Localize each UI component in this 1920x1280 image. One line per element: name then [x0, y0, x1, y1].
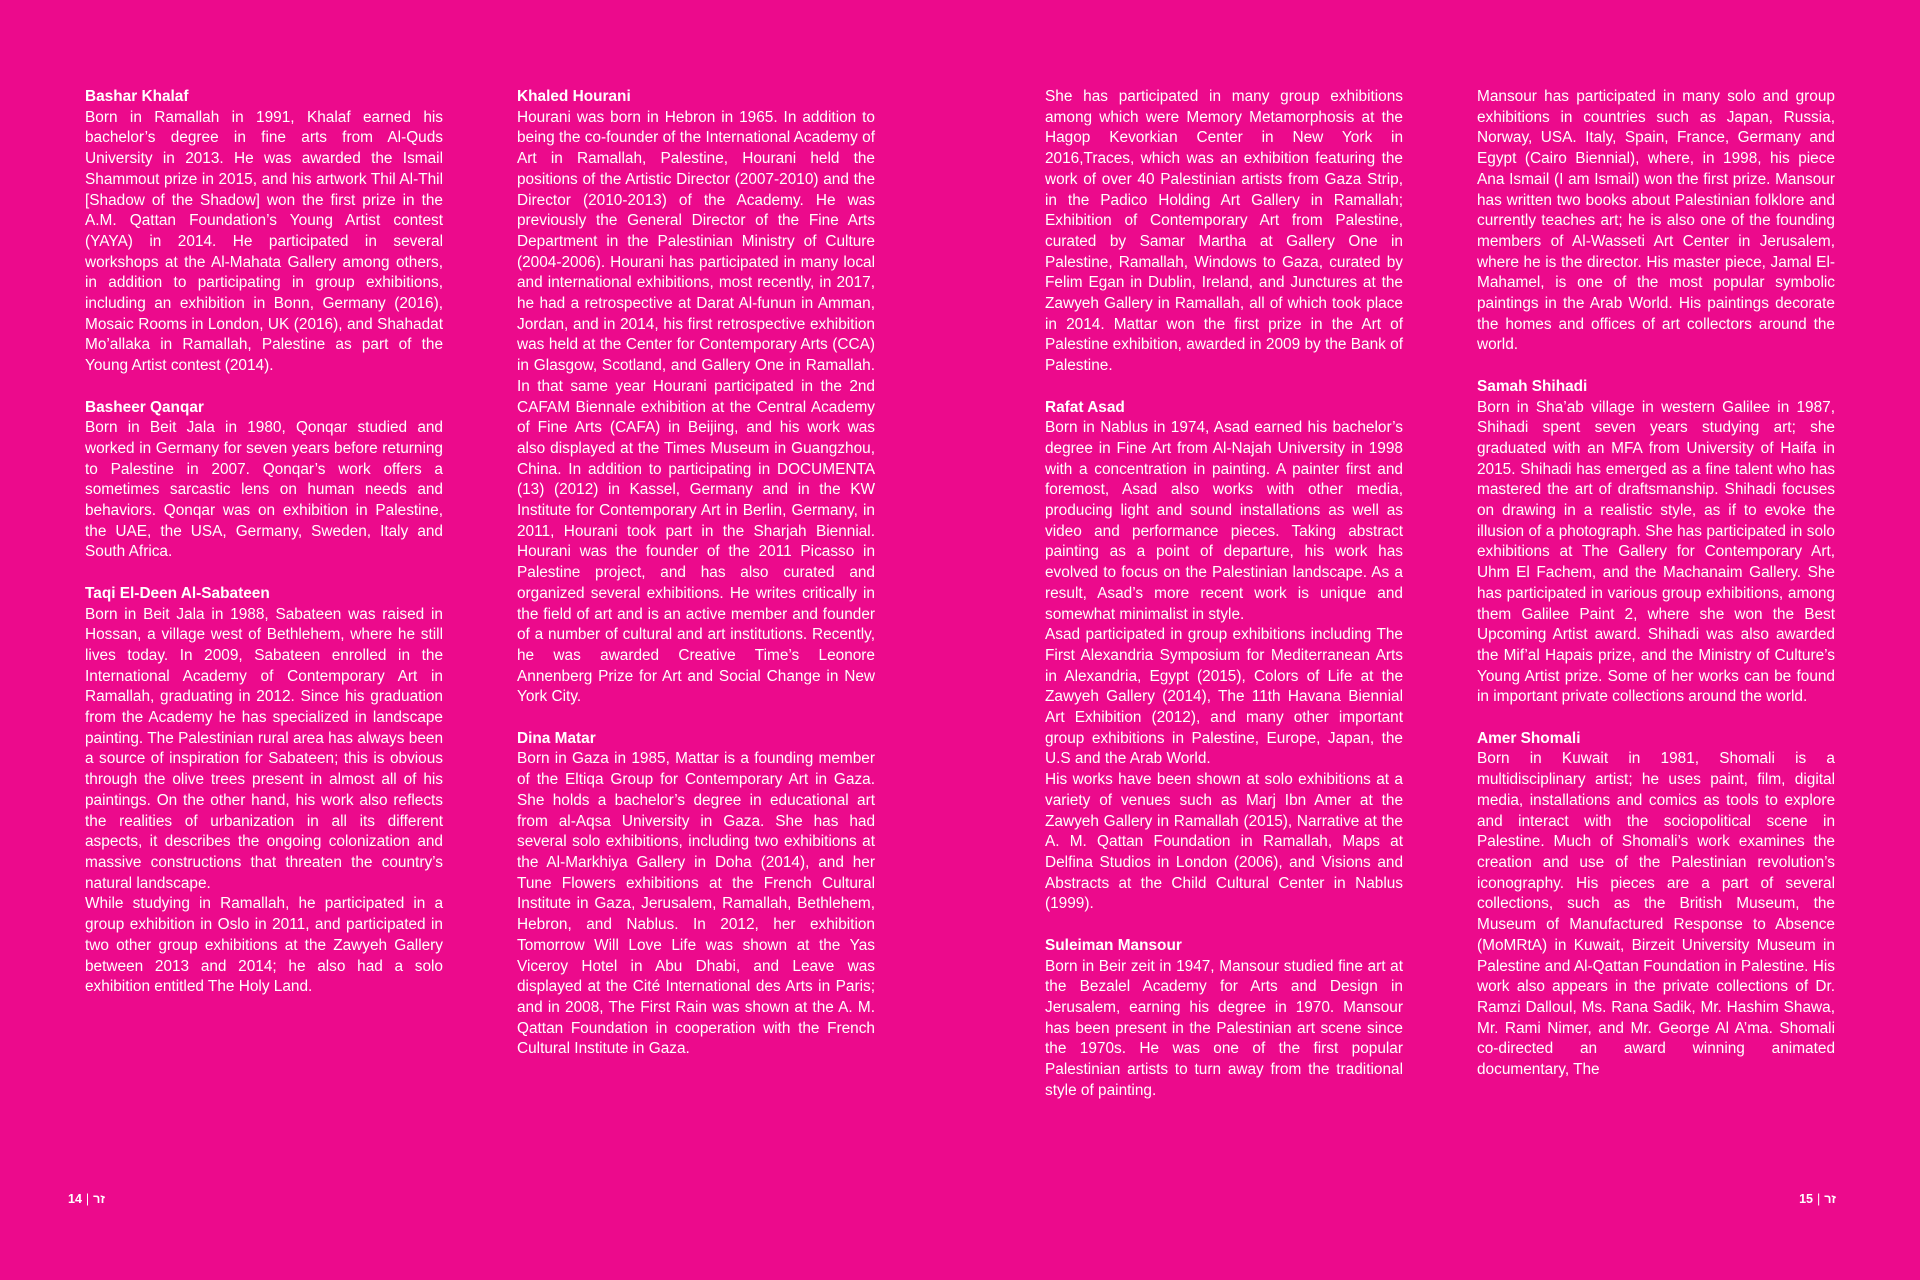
publication-mark: זר [93, 1192, 105, 1206]
artist-bio-dina-matar [517, 729, 875, 1060]
page-footer-left [68, 1191, 105, 1207]
bio-paragraph: Hourani was born in Hebron in 1965. In addition to being the co-founder of the International Academy of Art in Ramallah, Palestine, Hourani held the positions of the Artistic Director (2007-2010) and the Director (2010-2013) of the Academy. He was previously the General Director of the Fine Arts Department in the Palestinian Ministry of Culture (2004-2006). Hourani has participated in many local and international exhibitions, most recently, in 2017, he had a retrospective at Darat Al-funun in Amman, Jordan, and in 2014, his first retrospective exhibition was held at the Center for Contemporary Arts (CCA) in Glasgow, Scotland, and Gallery One in Ramallah. In that same year Hourani participated in the 2nd CAFAM Biennale exhibition at the Central Academy of Fine Arts (CAFA) in Beijing, and his work was also displayed at the Times Museum in Guangzhou, China. In addition to participating in DOCUMENTA (13) (2012) in Kassel, Germany and in the KW Institute for Contemporary Art in Berlin, Germany, in 2011, Hourani took part in the Sharjah Biennial. Hourani was the founder of the 2011 Picasso in Palestine project, and has also curated and organized several exhibitions. He writes critically in the field of art and is an active member and founder of a number of cultural and art institutions. Recently, he was awarded Creative Time’s Leonore Annenberg Prize for Art and Social Change in New York City. [517, 108, 875, 706]
artist-bio-dina-matar-continued [1045, 87, 1403, 377]
bio-paragraph: His works have been shown at solo exhibitions at a variety of venues such as Marj Ibn Amer at the Zawyeh Gallery in Ramallah (2015), Narrative at the A. M. Qattan Foundation in Ramallah, Maps at Delfina Studios in London (2006), and Visions and Abstracts at the Child Cultural Center in Nablus (1999). [1045, 771, 1403, 913]
bio-paragraph: Born in Beir zeit in 1947, Mansour studied fine art at the Bezalel Academy for Arts and Design in Jerusalem, earning his degree in 1970. Mansour has been present in the Palestinian art scene since the 1970s. He was one of the first popular Palestinian artists to turn away from the traditional style of painting. [1045, 957, 1403, 1099]
footer-separator: | [1816, 1192, 1821, 1206]
text-column-3 [1045, 87, 1403, 1122]
bio-paragraph: Born in Sha’ab village in western Galilee in 1987, Shihadi spent seven years studying art; she graduated with an MFA from University of Haifa in 2015. Shihadi has emerged as a fine talent who has mastered the art of draftsmanship. Shihadi focuses on drawing in a realistic style, as if to evoke the illusion of a photograph. She has participated in solo exhibitions at The Gallery for Contemporary Art, Uhm El Fachem, and the Machanaim Gallery. She has participated in various group exhibitions, among them Galilee Paint 2, where she won the Best Upcoming Artist award. Shihadi was also awarded the Mif’al Hapais prize, and the Ministry of Culture’s Young Artist prize. Some of her works can be found in important private collections around the world. [1477, 398, 1835, 706]
artist-bio-basheer-qanqar [85, 398, 443, 564]
artist-name: Basheer Qanqar [85, 398, 204, 416]
artist-bio-suleiman-mansour [1045, 936, 1403, 1102]
artist-name: Suleiman Mansour [1045, 936, 1182, 954]
artist-bio-amer-shomali [1477, 729, 1835, 1081]
bio-paragraph: Asad participated in group exhibitions including The First Alexandria Symposium for Mediterranean Arts in Alexandria, Egypt (2015), Colors of Life at the Zawyeh Gallery (2014), The 11th Havana Biennial Art Exhibition (2012), and many other important group exhibitions in Palestine, Europe, Japan, the U.S and the Arab World. [1045, 626, 1403, 768]
artist-bio-taqi-el-deen-al-sabateen [85, 584, 443, 998]
bio-paragraph: While studying in Ramallah, he participated in a group exhibition in Oslo in 2011, and participated in two other group exhibitions at the Zawyeh Gallery between 2013 and 2014; he also had a solo exhibition entitled The Holy Land. [85, 895, 443, 996]
bio-paragraph: She has participated in many group exhibitions among which were Memory Metamorphosis at the Hagop Kevorkian Center in New York in 2016,Traces, which was an exhibition featuring the work of over 40 Palestinian artists from Gaza Strip, in the Padico Holding Art Gallery in Ramallah; Exhibition of Contemporary Art from Palestine, curated by Samar Martha at Gallery One in Palestine, Ramallah, Windows to Gaza, curated by Felim Egan in Dublin, Ireland, and Junctures at the Zawyeh Gallery in Ramallah, all of which took place in 2014. Mattar won the first prize in the Art of Palestine exhibition, awarded in 2009 by the Bank of Palestine. [1045, 88, 1403, 375]
artist-name: Taqi El-Deen Al-Sabateen [85, 584, 270, 602]
bio-paragraph: Mansour has participated in many solo and group exhibitions in countries such as Japan, Russia, Norway, USA. Italy, Spain, France, Germany and Egypt (Cairo Biennial), where, in 1998, his piece Ana Ismail (I am Ismail) won the first prize. Mansour has written two books about Palestinian folklore and currently teaches art; he is also one of the founding members of Al-Wasseti Art Center in Jerusalem, where he is the director. His master piece, Jamal El-Mahamel, is one of the most popular symbolic paintings in the Arab World. His paintings decorate the homes and offices of art collectors around the world. [1477, 88, 1835, 354]
bio-paragraph: Born in Gaza in 1985, Mattar is a founding member of the Eltiqa Group for Contemporary Art in Gaza. She holds a bachelor’s degree in educational art from al-Aqsa University in Gaza. She has had several solo exhibitions, including two exhibitions at the Al-Markhiya Gallery in Doha (2014), and her Tune Flowers exhibitions at the French Cultural Institute in Gaza, Jerusalem, Ramallah, Bethlehem, Hebron, and Nablus. In 2012, her exhibition Tomorrow Will Love Life was shown at the Yas Viceroy Hotel in Abu Dhabi, and Leave was displayed at the Cité International des Arts in Paris; and in 2008, The First Rain was shown at the A. M. Qattan Foundation in cooperation with the French Cultural Institute in Gaza. [517, 750, 875, 1058]
artist-bio-bashar-khalaf [85, 87, 443, 377]
artist-name: Dina Matar [517, 729, 596, 747]
artist-bio-khaled-hourani [517, 87, 875, 708]
page-number: 15 [1799, 1192, 1813, 1206]
text-column-4 [1477, 87, 1835, 1101]
text-column-1 [85, 87, 443, 1019]
bio-paragraph: Born in Kuwait in 1981, Shomali is a multidisciplinary artist; he uses paint, film, digital media, installations and comics as tools to explore and interact with the sociopolitical scene in Palestine. Much of Shomali’s work examines the creation and use of the Palestinian revolution’s iconography. His pieces are a part of several collections, such as the British Museum, the Museum of Manufactured Response to Absence (MoMRtA) in Kuwait, Birzeit University Museum in Palestine and Al-Qattan Foundation in Palestine. His work also appears in the private collections of Dr. Ramzi Dalloul, Ms. Rana Sadik, Mr. Hashim Shawa, Mr. Rami Nimer, and Mr. George Al A’ma. Shomali co-directed an award winning animated documentary, The [1477, 750, 1835, 1079]
footer-separator: | [85, 1192, 90, 1206]
bio-paragraph: Born in Nablus in 1974, Asad earned his bachelor’s degree in Fine Art from Al-Najah University in 1998 with a concentration in painting. A painter first and foremost, Asad also works with other media, producing light and sound installations as well as video and performance pieces. Taking abstract painting as a point of departure, his work has evolved to focus on the Palestinian landscape. As a result, Asad’s more recent work is unique and somewhat minimalist in style. [1045, 419, 1403, 623]
bio-paragraph: Born in Beit Jala in 1988, Sabateen was raised in Hossan, a village west of Bethlehem, where he still lives today. In 2009, Sabateen enrolled in the International Academy of Contemporary Art in Ramallah, graduating in 2012. Since his graduation from the Academy he has specialized in landscape painting. The Palestinian rural area has always been a source of inspiration for Sabateen; this is obvious through the olive trees present in almost all of his paintings. On the other hand, his work also reflects the realities of urbanization in all its different aspects, it describes the ongoing colonization and massive constructions that threaten the country’s natural landscape. [85, 605, 443, 892]
artist-name: Rafat Asad [1045, 398, 1125, 416]
page-number: 14 [68, 1192, 82, 1206]
bio-paragraph: Born in Beit Jala in 1980, Qonqar studied and worked in Germany for seven years before returning to Palestine in 2007. Qonqar’s work offers a sometimes sarcastic lens on human needs and behaviors. Qonqar was on exhibition in Palestine, the UAE, the USA, Germany, Sweden, Italy and South Africa. [85, 419, 443, 561]
artist-bio-suleiman-mansour-continued [1477, 87, 1835, 356]
artist-bio-rafat-asad [1045, 398, 1403, 916]
artist-bio-samah-shihadi [1477, 377, 1835, 708]
artist-name: Khaled Hourani [517, 88, 631, 105]
bio-paragraph: Born in Ramallah in 1991, Khalaf earned his bachelor’s degree in fine arts from Al-Quds University in 2013. He was awarded the Ismail Shammout prize in 2015, and his artwork Thil Al-Thil [Shadow of the Shadow] won the first prize in the A.M. Qattan Foundation’s Young Artist contest (YAYA) in 2014. He participated in several workshops at the Al-Mahata Gallery among others, in addition to participating in group exhibitions, including an exhibition in Bonn, Germany (2016), Mosaic Rooms in London, UK (2016), and Shahadat Mo’allaka in Ramallah, Palestine as part of the Young Artist contest (2014). [85, 108, 443, 375]
artist-name: Samah Shihadi [1477, 377, 1588, 395]
publication-mark: זר [1824, 1192, 1836, 1206]
page-footer-right [1799, 1191, 1836, 1207]
artist-name: Amer Shomali [1477, 729, 1581, 747]
artist-name: Bashar Khalaf [85, 88, 189, 105]
text-column-2 [517, 87, 875, 1081]
